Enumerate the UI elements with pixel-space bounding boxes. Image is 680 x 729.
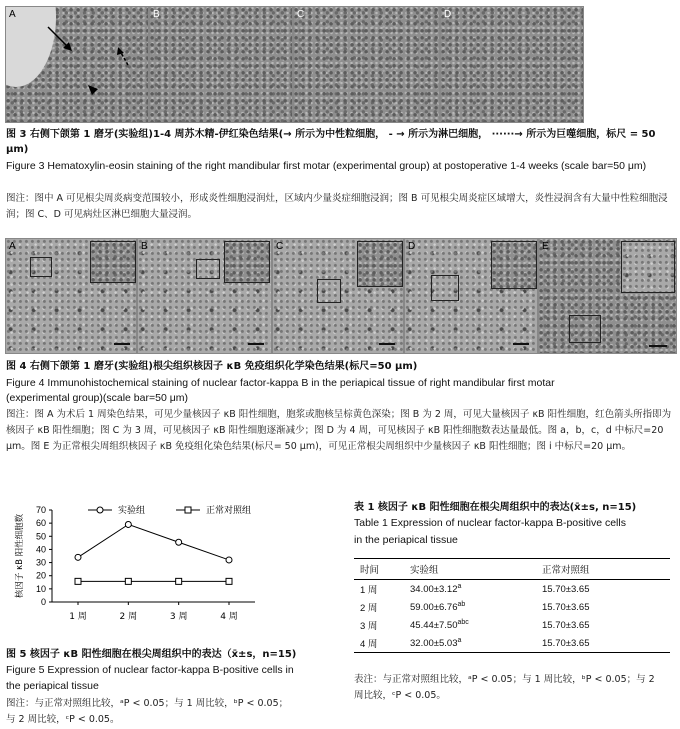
figure3-caption-en: Figure 3 Hematoxylin-eosin staining of the right mandibular first motar (experimental group) at postoperative 1-4 weeks (scale bar=50 μm) bbox=[6, 160, 647, 172]
table-header-cell: 时间 bbox=[360, 565, 380, 576]
legend-marker bbox=[185, 507, 191, 513]
figure4-caption-en-line2: (experimental group)(scale bar=50 μm) bbox=[6, 392, 189, 404]
data-point bbox=[125, 578, 131, 584]
panel-label: C bbox=[276, 241, 284, 252]
legend-marker bbox=[97, 507, 103, 513]
figure3-caption-cn: 图 3 右侧下颌第 1 磨牙(实验组)1-4 周苏木精-伊红染色结果(→ 所示为中性粒细胞， - → 所示为淋巴细胞， ······→ 所示为巨噬细胞，标尺 = 50 μm) bbox=[6, 129, 656, 155]
scale-bar bbox=[248, 343, 264, 345]
data-point bbox=[75, 554, 81, 560]
magnified-inset bbox=[224, 241, 270, 283]
x-tick-label: 3 周 bbox=[169, 612, 188, 622]
inset-box bbox=[569, 315, 601, 343]
table-row bbox=[354, 598, 670, 616]
inset-box bbox=[196, 259, 220, 279]
figure4-panel-c bbox=[272, 238, 404, 354]
data-point bbox=[125, 521, 131, 527]
scale-bar bbox=[513, 343, 529, 345]
figure4-panel-e bbox=[538, 238, 677, 354]
table1-caption-en-line2: in the periapical tissue bbox=[354, 534, 458, 546]
y-tick-label: 70 bbox=[35, 505, 46, 515]
panel-label: E bbox=[542, 241, 549, 252]
figure4-panel-b bbox=[137, 238, 272, 354]
y-tick-label: 10 bbox=[35, 583, 46, 594]
y-tick-label: 50 bbox=[35, 531, 46, 542]
data-point bbox=[75, 578, 81, 584]
table-cell: 32.00±5.03$^a$ bbox=[410, 636, 462, 650]
figure3-note: 图注：图中 A 可见根尖周炎病变范围较小，形成炎性细胞浸润灶，区域内少量炎症细胞浸润；图 B 可见根尖周炎症区域增大，炎性浸润含有大量中性粒细胞浸润；图 C、D 可见病灶区淋巴细胞大量浸润。 bbox=[6, 193, 668, 220]
table1-caption-en-line1: Table 1 Expression of nuclear factor-kappa B-positive cells bbox=[354, 517, 626, 529]
figure4-panel-a bbox=[5, 238, 137, 354]
series-line-0 bbox=[78, 524, 229, 559]
panel-label: D bbox=[408, 241, 416, 252]
table-cell: 3 周 bbox=[360, 621, 378, 632]
figure3-panel-c bbox=[293, 6, 440, 123]
panel-label: D bbox=[444, 9, 452, 20]
y-tick-label: 40 bbox=[35, 544, 46, 555]
table-row bbox=[354, 580, 670, 599]
figure5-caption-en-line1: Figure 5 Expression of nuclear factor-kappa B-positive cells in bbox=[6, 664, 294, 676]
figure5-line-chart bbox=[0, 498, 340, 648]
legend-label: 实验组 bbox=[118, 506, 146, 516]
table-header-cell: 正常对照组 bbox=[542, 565, 590, 576]
figure5-note-line2: 与 2 周比较，ᶜP < 0.05。 bbox=[6, 714, 120, 725]
table1 bbox=[354, 558, 670, 653]
y-tick-label: 20 bbox=[35, 570, 46, 581]
table-cell: 45.44±7.50$^{abc}$ bbox=[410, 618, 469, 632]
table-cell: 15.70±3.65 bbox=[542, 583, 590, 595]
scale-bar bbox=[649, 345, 667, 347]
data-point bbox=[226, 578, 232, 584]
magnified-inset bbox=[90, 241, 136, 283]
table-cell: 34.00±3.12$^a$ bbox=[410, 582, 462, 596]
magnified-inset bbox=[357, 241, 403, 287]
legend-label: 正常对照组 bbox=[206, 506, 252, 516]
y-tick-label: 30 bbox=[35, 557, 46, 568]
y-tick-label: 0 bbox=[40, 597, 46, 607]
magnified-inset bbox=[621, 241, 675, 293]
figure3-panel-b bbox=[149, 6, 293, 123]
table-header-row bbox=[354, 559, 670, 580]
panel-label: A bbox=[9, 9, 16, 20]
scale-bar bbox=[379, 343, 395, 345]
scale-bar bbox=[114, 343, 130, 345]
panel-label: B bbox=[141, 241, 148, 252]
figure4-caption-cn: 图 4 右侧下颌第 1 磨牙(实验组)根尖组织核因子 κB 免疫组织化学染色结果(标尺=50 μm) bbox=[6, 361, 418, 372]
table-cell: 2 周 bbox=[360, 603, 378, 614]
figure5-caption-cn: 图 5 核因子 κB 阳性细胞在根尖周组织中的表达（x̄±s，n=15) bbox=[6, 649, 297, 660]
figure4-caption-en-line1: Figure 4 Immunohistochemical staining of nuclear factor-kappa B in the periapical tissue of right mandibular first motar bbox=[6, 377, 555, 389]
y-tick-label: 60 bbox=[35, 518, 46, 529]
table-cell: 15.70±3.65 bbox=[542, 619, 590, 631]
arrow-icon bbox=[86, 83, 102, 99]
x-tick-label: 4 周 bbox=[220, 612, 238, 622]
table-row bbox=[354, 616, 670, 634]
data-point bbox=[226, 557, 232, 563]
table-cell: 59.00±6.76$^{ab}$ bbox=[410, 600, 466, 614]
figure3-panel-a bbox=[5, 6, 149, 123]
figure5-caption-en-line2: the periapical tissue bbox=[6, 680, 99, 692]
magnified-inset bbox=[491, 241, 537, 289]
panel-label: C bbox=[297, 9, 305, 20]
table-header-cell: 实验组 bbox=[410, 565, 439, 576]
table-cell: 1 周 bbox=[360, 585, 378, 596]
x-tick-label: 1 周 bbox=[69, 612, 87, 622]
arrow-icon bbox=[46, 25, 76, 55]
table-cell: 15.70±3.65 bbox=[542, 601, 590, 613]
data-point bbox=[176, 578, 182, 584]
table1-note-line2: 周比较，ᶜP < 0.05。 bbox=[354, 690, 446, 701]
figure3-panel-d bbox=[440, 6, 584, 123]
table1-caption-cn: 表 1 核因子 κB 阳性细胞在根尖周组织中的表达(x̄±s, n=15) bbox=[354, 502, 637, 513]
figure5-note-line1: 图注：与正常对照组比较，ᵃP < 0.05；与 1 周比较，ᵇP < 0.05； bbox=[6, 698, 289, 709]
inset-box bbox=[431, 275, 459, 301]
panel-label: A bbox=[9, 241, 16, 252]
y-axis-label: 核因子 κB 阳性细胞数 bbox=[15, 513, 25, 599]
inset-box bbox=[317, 279, 341, 303]
panel-label: B bbox=[153, 9, 160, 20]
table-row bbox=[354, 634, 670, 653]
table-cell: 15.70±3.65 bbox=[542, 637, 590, 649]
inset-box bbox=[30, 257, 52, 277]
table1-note-line1: 表注：与正常对照组比较，ᵃP < 0.05；与 1 周比较，ᵇP < 0.05；与 2 bbox=[354, 674, 655, 685]
figure4-panel-d bbox=[404, 238, 538, 354]
table-cell: 4 周 bbox=[360, 639, 378, 650]
arrow-icon bbox=[114, 45, 134, 69]
figure4-note: 图注：图 A 为术后 1 周染色结果，可见少量核因子 κB 阳性细胞，胞浆或胞核呈棕黄色深染；图 B 为 2 周，可见大量核因子 κB 阳性细胞，红色箭头所指即为核因子 κB 阳性细胞；图 C 为 3 周，可见核因子 κB 阳性细胞逐渐减少；图 D 为 4 周，可见核因子 κB 阳性细胞数表达量最低。图 a，b，c，d 中标尺=20 μm。图 E 为正常根尖周组织核因子 κB 免疫组化染色结果(标尺= 50 μm)，可见正常根尖周组织中少量核因子 κB 阳性细胞；图 i 中标尺=20 μm。 bbox=[6, 409, 672, 452]
x-tick-label: 2 周 bbox=[119, 612, 138, 622]
data-point bbox=[176, 539, 182, 545]
